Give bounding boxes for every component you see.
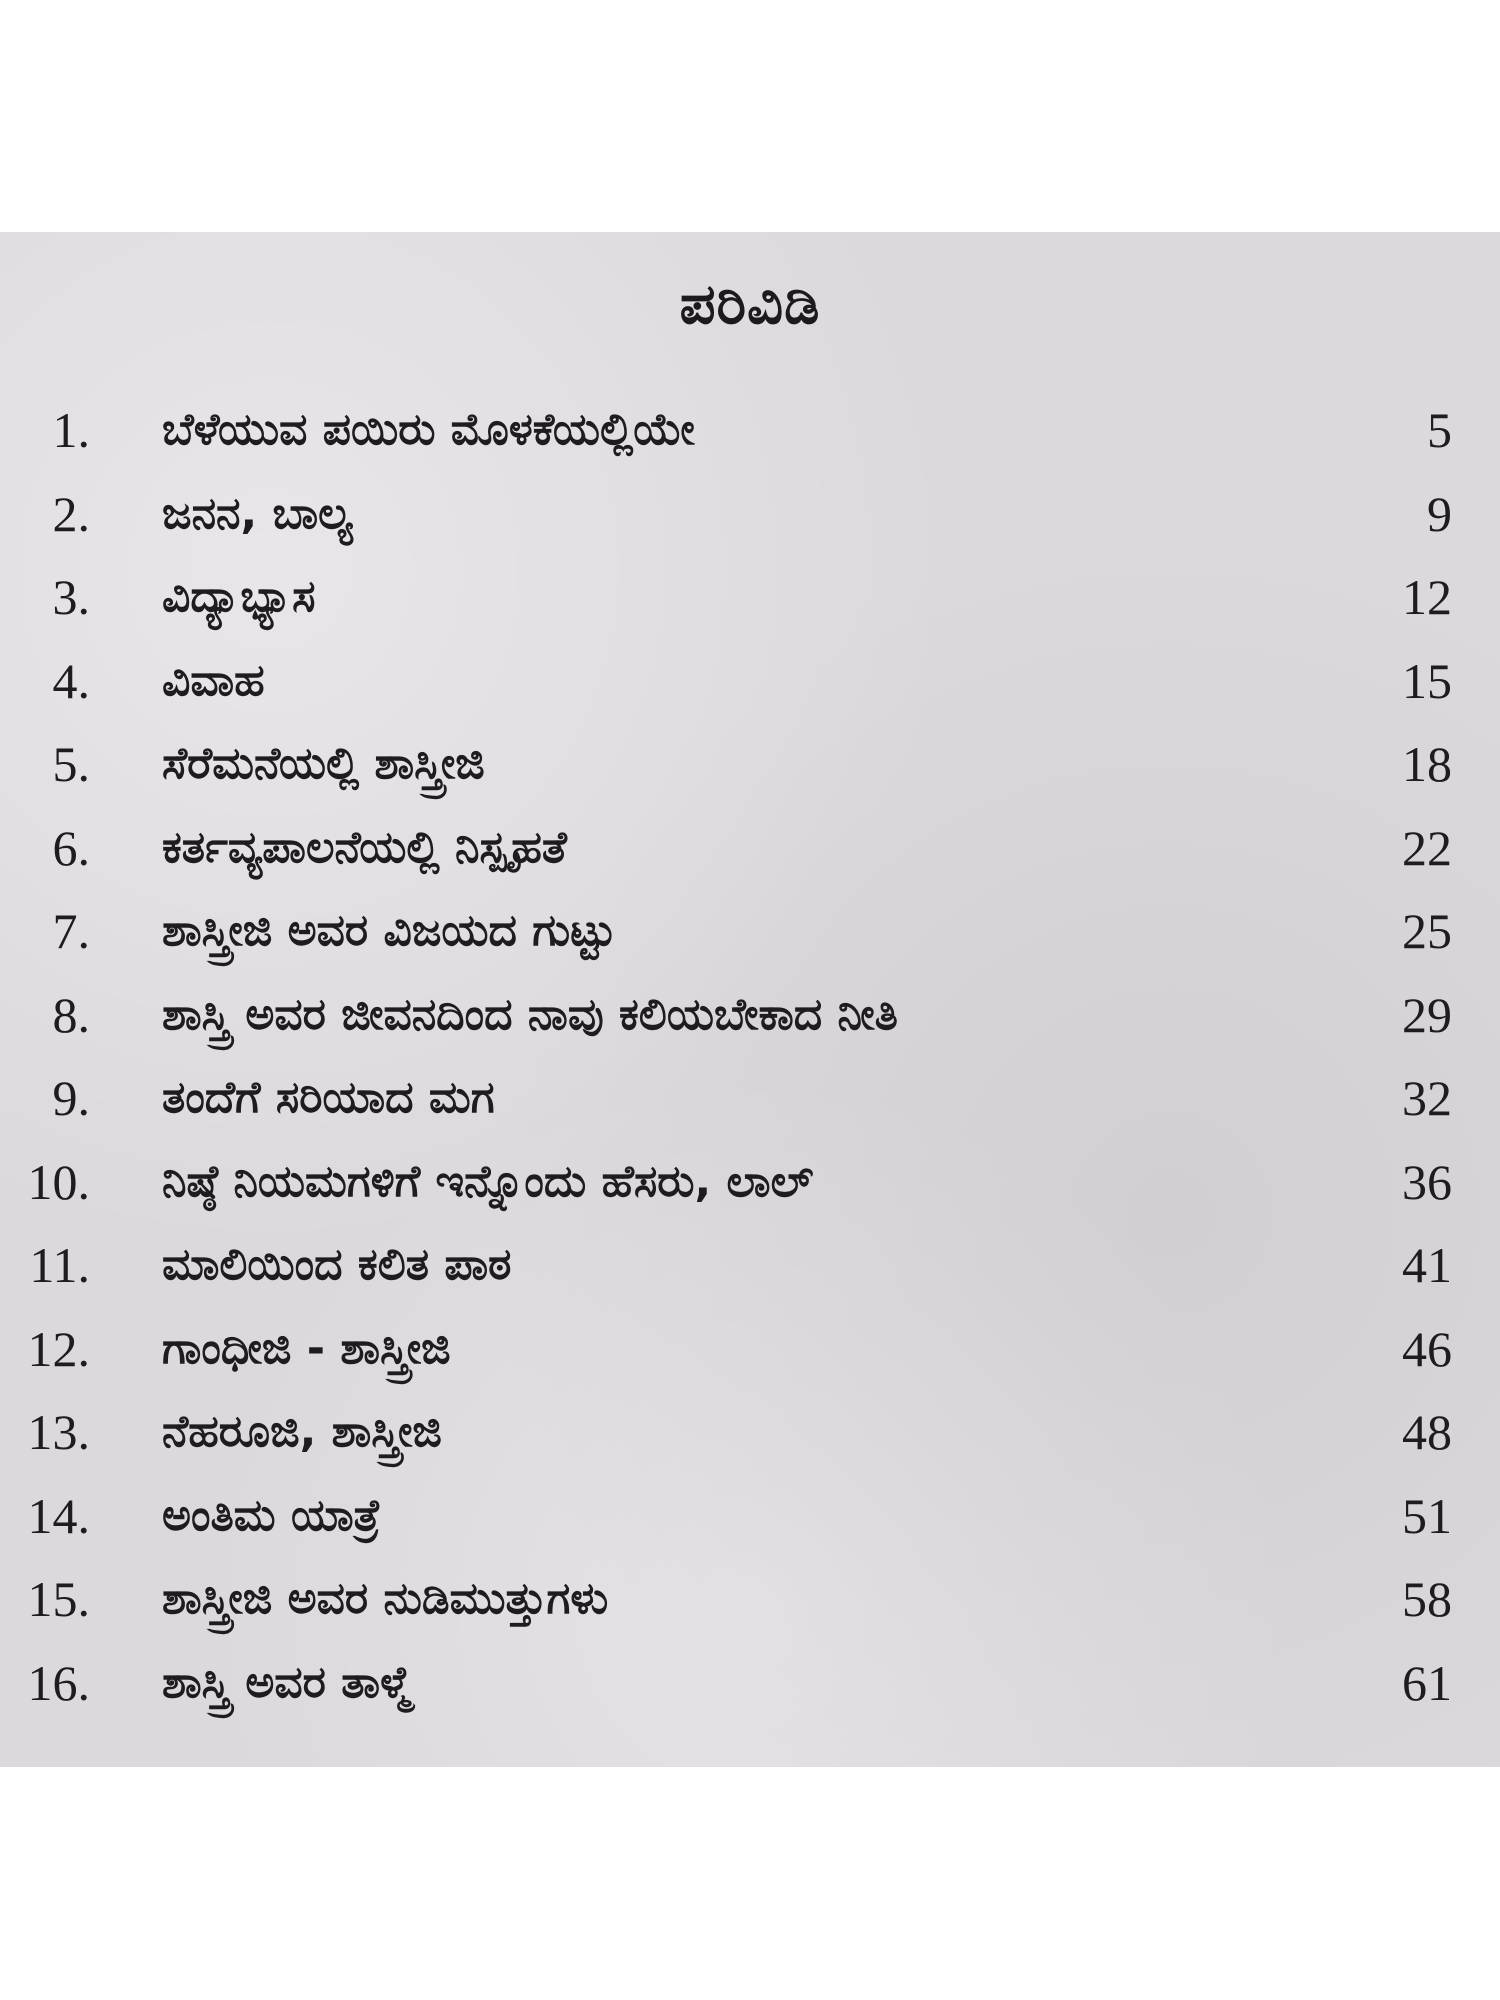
entry-title: ನಿಷ್ಠೆ ನಿಯಮಗಳಿಗೆ ಇನ್ನೊಂದು ಹೆಸರು, ಲಾಲ್ — [162, 1155, 814, 1207]
entry-title: ಕರ್ತವ್ಯಪಾಲನೆಯಲ್ಲಿ ನಿಸ್ಪೃಹತೆ — [162, 821, 567, 873]
entry-page: 46 — [1402, 1320, 1452, 1377]
toc-entry — [0, 1478, 1500, 1562]
entry-title: ಶಾಸ್ತ್ರಿ ಅವರ ತಾಳ್ಮೆ — [162, 1656, 412, 1708]
entry-number: 7. — [52, 903, 90, 959]
toc-entry — [0, 726, 1500, 810]
entry-page: 5 — [1427, 402, 1452, 458]
toc-entry — [0, 810, 1500, 894]
entry-page: 36 — [1402, 1153, 1452, 1210]
entry-page: 15 — [1402, 652, 1452, 709]
entry-title: ಮಾಲಿಯಿಂದ ಕಲಿತ ಪಾಠ — [162, 1239, 512, 1290]
toc-entry — [0, 1144, 1500, 1228]
entry-title: ಬೆಳೆಯುವ ಪಯಿರು ಮೊಳಕೆಯಲ್ಲಿಯೇ — [162, 404, 695, 455]
toc-entry — [0, 1645, 1500, 1729]
entry-number: 3. — [52, 569, 90, 625]
entry-page: 22 — [1402, 819, 1452, 876]
entry-number: 8. — [52, 986, 90, 1043]
entry-number: 9. — [52, 1070, 90, 1126]
page-title: ಪರಿವಿಡಿ — [679, 272, 821, 337]
toc-entry — [0, 893, 1500, 977]
toc-entry — [0, 977, 1500, 1061]
entry-title: ಶಾಸ್ತ್ರೀಜಿ ಅವರ ನುಡಿಮುತ್ತುಗಳು — [162, 1573, 609, 1624]
toc-entry — [0, 1060, 1500, 1144]
entry-page: 25 — [1402, 903, 1452, 959]
entry-number: 13. — [27, 1404, 90, 1460]
entry-page: 41 — [1402, 1237, 1452, 1293]
entry-page: 29 — [1402, 986, 1452, 1043]
toc-entry — [0, 1561, 1500, 1645]
entry-number: 14. — [27, 1487, 90, 1544]
entry-number: 16. — [27, 1654, 90, 1711]
entry-page: 32 — [1402, 1070, 1452, 1126]
entry-number: 6. — [52, 819, 90, 876]
entry-number: 11. — [29, 1237, 90, 1293]
toc-entry — [0, 1311, 1500, 1395]
entry-title: ಶಾಸ್ತ್ರೀಜಿ ಅವರ ವಿಜಯದ ಗುಟ್ಟು — [162, 905, 616, 956]
table-of-contents — [0, 392, 1500, 1728]
entry-number: 4. — [52, 652, 90, 709]
entry-title: ವಿವಾಹ — [162, 654, 265, 706]
entry-title: ವಿದ್ಯಾಭ್ಯಾಸ — [162, 571, 316, 622]
entry-page: 51 — [1402, 1487, 1452, 1544]
entry-title: ಶಾಸ್ತ್ರಿ ಅವರ ಜೀವನದಿಂದ ನಾವು ಕಲಿಯಬೇಕಾದ ನೀತಿ — [162, 988, 898, 1040]
entry-number: 1. — [52, 402, 90, 458]
entry-page: 18 — [1402, 736, 1452, 792]
entry-title: ಅಂತಿಮ ಯಾತ್ರೆ — [162, 1489, 381, 1541]
toc-entry — [0, 559, 1500, 643]
entry-page: 9 — [1427, 485, 1452, 542]
entry-page: 61 — [1402, 1654, 1452, 1711]
entry-page: 12 — [1402, 569, 1452, 625]
entry-title: ಗಾಂಧೀಜಿ - ಶಾಸ್ತ್ರೀಜಿ — [162, 1322, 451, 1374]
entry-number: 12. — [27, 1320, 90, 1377]
entry-page: 48 — [1402, 1404, 1452, 1460]
entry-number: 10. — [27, 1153, 90, 1210]
toc-entry — [0, 392, 1500, 476]
entry-number: 5. — [52, 736, 90, 792]
entry-title: ಜನನ, ಬಾಲ್ಯ — [162, 487, 353, 539]
book-page — [0, 232, 1500, 1767]
toc-entry — [0, 476, 1500, 560]
toc-entry — [0, 643, 1500, 727]
entry-title: ಸೆರೆಮನೆಯಲ್ಲಿ ಶಾಸ್ತ್ರೀಜಿ — [162, 738, 485, 789]
entry-number: 2. — [52, 485, 90, 542]
entry-title: ನೆಹರೂಜಿ, ಶಾಸ್ತ್ರೀಜಿ — [162, 1406, 442, 1457]
entry-page: 58 — [1402, 1571, 1452, 1627]
entry-number: 15. — [27, 1571, 90, 1627]
toc-entry — [0, 1394, 1500, 1478]
entry-title: ತಂದೆಗೆ ಸರಿಯಾದ ಮಗ — [162, 1072, 495, 1123]
toc-entry — [0, 1227, 1500, 1311]
